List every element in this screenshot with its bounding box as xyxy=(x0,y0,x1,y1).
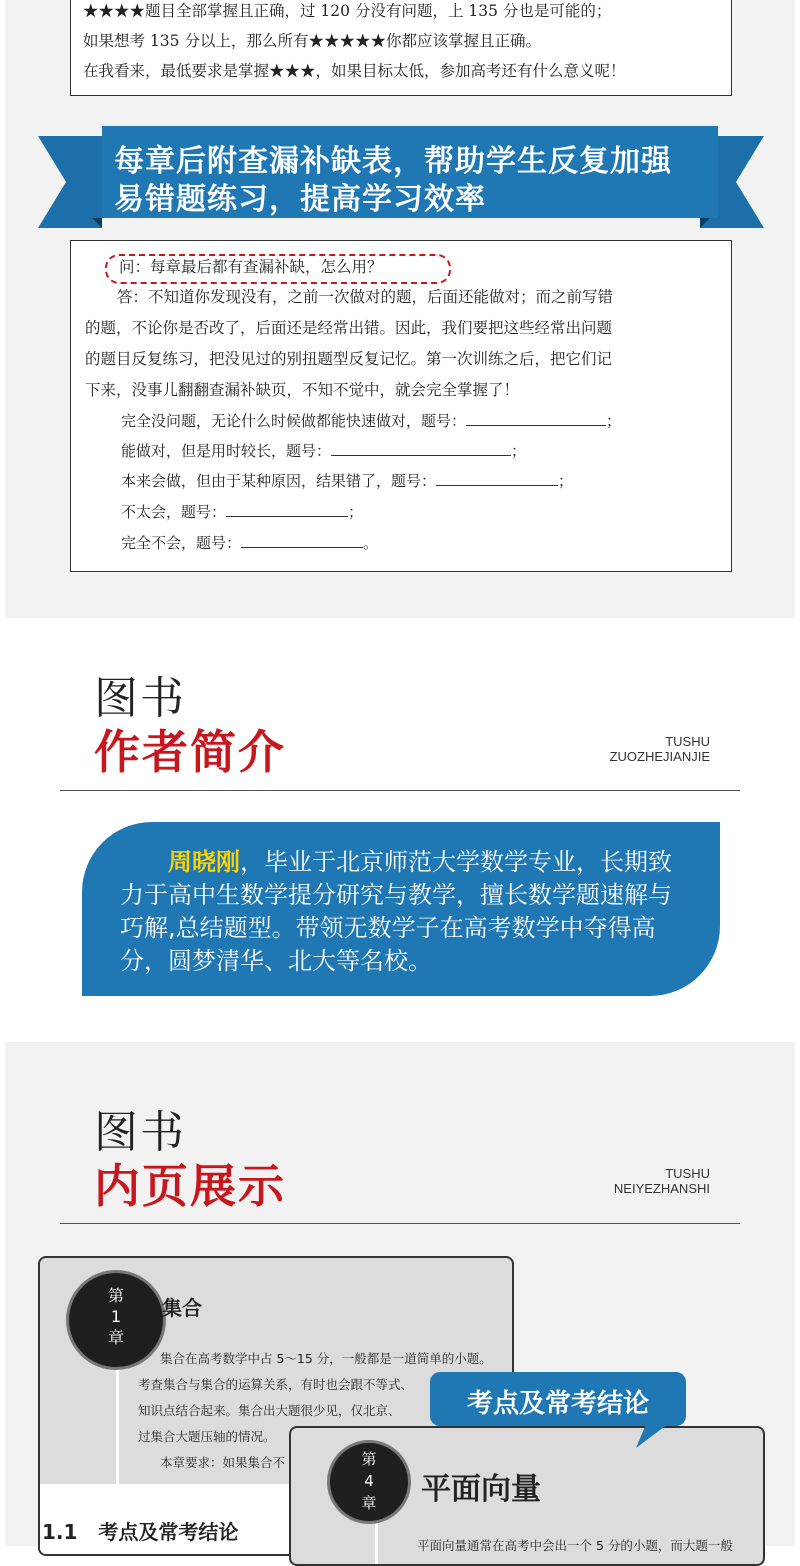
bio-line-4: 分，圆梦清华、北大等名校。 xyxy=(120,947,432,975)
star-rating-box xyxy=(70,0,732,96)
checklist-row xyxy=(121,466,573,496)
checklist-row xyxy=(121,497,363,527)
star-line-2: 如果想考 135 分以上，那么所有★★★★★你都应该掌握且正确。 xyxy=(83,32,541,50)
body-line: 过集合大题压轴的情况。 xyxy=(138,1429,276,1444)
checklist-label: 不太会，题号： xyxy=(121,503,227,521)
pages-title-small: 图书 xyxy=(94,1107,186,1158)
chapter-1-title: 集合 xyxy=(162,1296,202,1320)
chapter-4-body: 平面向量通常在高考中会出一个 5 分的小题，而大题一般 xyxy=(417,1538,733,1553)
pages-title-big: 内页展示 xyxy=(94,1159,286,1213)
author-divider xyxy=(60,790,740,791)
answer-blank xyxy=(241,533,363,548)
pinyin-line-1: TUSHU xyxy=(665,1166,710,1181)
pages-divider xyxy=(60,1223,740,1224)
badge-text-top: 第 xyxy=(107,1286,124,1305)
checklist-label: 能做对，但是用时较长，题号： xyxy=(121,442,332,460)
bio-line-3: 巧解,总结题型。带领无数学子在高考数学中夺得高 xyxy=(120,914,656,942)
answer-blank xyxy=(331,441,511,456)
answer-blank xyxy=(436,471,558,486)
section-heading xyxy=(42,1516,238,1545)
checklist-label: 本来会做，但由于某种原因，结果错了，题号： xyxy=(121,472,437,490)
qa-box xyxy=(70,240,732,572)
section-title: 考点及常考结论 xyxy=(98,1520,239,1544)
body-line: 集合在高考数学中占 5～15 分，一般都是一道简单的小题。 xyxy=(160,1351,492,1366)
checklist-row xyxy=(121,406,621,436)
badge-text-bottom: 章 xyxy=(361,1494,377,1512)
pinyin-line-2: NEIYEZHANSHI xyxy=(613,1181,710,1196)
banner-line-2: 易错题练习，提高学习效率 xyxy=(114,182,486,217)
callout-text: 考点及常考结论 xyxy=(466,1389,649,1419)
pages-pinyin xyxy=(560,1166,710,1196)
answer-blank xyxy=(466,411,606,426)
bio-line-1: ，毕业于北京师范大学数学专业，长期致 xyxy=(240,848,672,876)
checklist-end: ； xyxy=(558,472,574,490)
chapter-4-badge xyxy=(327,1440,411,1524)
banner-line-1: 每章后附查漏补缺表，帮助学生反复加强 xyxy=(114,144,672,179)
checklist-end: ； xyxy=(511,442,527,460)
body-line: 本章要求：如果集合不 xyxy=(160,1455,286,1470)
checklist-row xyxy=(121,528,378,558)
pinyin-line-1: TUSHU xyxy=(665,734,710,749)
pinyin-line-2: ZUOZHEJIANJIE xyxy=(609,749,710,764)
star-line-1: ★★★★题目全部掌握且正确，过 120 分没有问题，上 135 分也是可能的； xyxy=(83,2,612,20)
author-pinyin xyxy=(560,734,710,764)
question-text: 问：每章最后都有查漏补缺，怎么用？ xyxy=(119,258,383,276)
checklist-label: 完全没问题，无论什么时候做都能快速做对，题号： xyxy=(121,412,467,430)
section-number: 1.1 xyxy=(42,1520,78,1544)
checklist-end: ； xyxy=(606,412,622,430)
author-title-small: 图书 xyxy=(94,673,186,724)
star-line-3: 在我看来，最低要求是掌握★★★，如果目标太低，参加高考还有什么意义呢！ xyxy=(83,62,626,80)
checklist-row xyxy=(121,436,526,466)
checklist-end: ； xyxy=(348,503,364,521)
body-line: 考查集合与集合的运算关系，有时也会跟不等式、 xyxy=(138,1377,414,1392)
badge-number: 4 xyxy=(364,1472,374,1490)
bio-line-2: 力于高中生数学提分研究与教学，擅长数学题速解与 xyxy=(120,881,672,909)
checklist-label: 完全不会，题号： xyxy=(121,534,242,552)
author-title-big: 作者简介 xyxy=(94,725,286,779)
answer-blank xyxy=(226,502,348,517)
author-bio-card xyxy=(82,822,720,996)
answer-line-4: 下来，没事儿翻翻查漏补缺页，不知不觉中，就会完全掌握了！ xyxy=(85,381,520,399)
badge-text-top: 第 xyxy=(361,1450,377,1468)
author-name: 周晓刚 xyxy=(168,848,240,876)
body-line: 知识点结合起来。集合出大题很少见，仅北京、 xyxy=(138,1403,401,1418)
badge-number: 1 xyxy=(110,1307,122,1326)
badge-text-bottom: 章 xyxy=(107,1328,124,1347)
chapter-4-title: 平面向量 xyxy=(421,1472,541,1507)
checklist-end: 。 xyxy=(363,534,379,552)
answer-line-1: 答：不知道你发现没有，之前一次做对的题，后面还能做对；而之前写错 xyxy=(117,288,614,306)
answer-line-2: 的题，不论你是否改了，后面还是经常出错。因此，我们要把这些经常出问题 xyxy=(85,319,613,337)
answer-line-3: 的题目反复练习，把没见过的别扭题型反复记忆。第一次训练之后，把它们记 xyxy=(85,350,613,368)
